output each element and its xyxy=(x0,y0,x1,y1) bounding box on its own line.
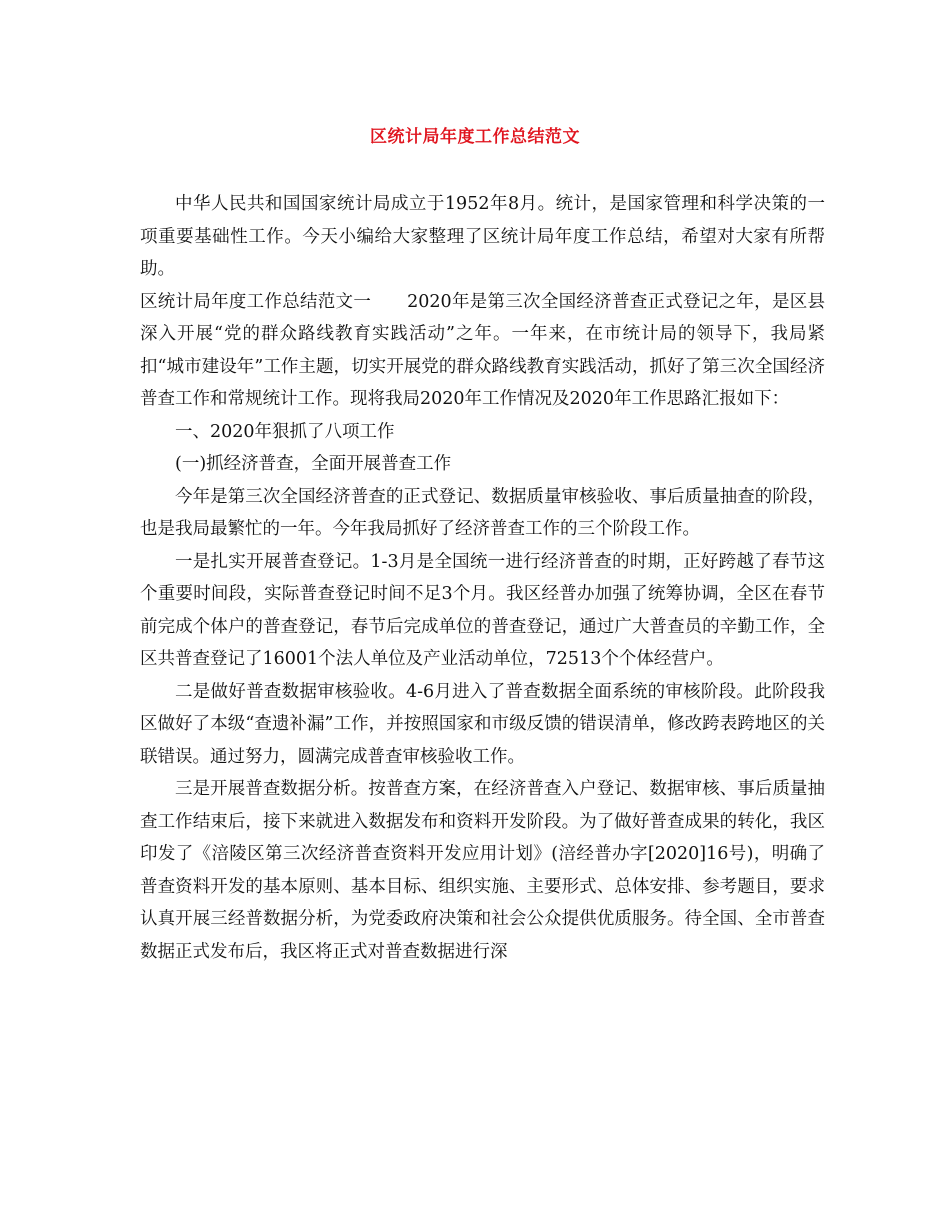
paragraph-3: 二是做好普查数据审核验收。4-6月进入了普查数据全面系统的审核阶段。此阶段我区做好了本级“查遗补漏”工作，并按照国家和市级反馈的错误清单，修改跨表跨地区的关联错误。通过努力，圆满完成普查审核验收工作。 xyxy=(140,681,825,767)
heading-1-1: (一)抓经济普查，全面开展普查工作 xyxy=(175,454,452,474)
section-label: 区统计局年度工作总结范文一 xyxy=(140,291,372,312)
paragraph-4: 三是开展普查数据分析。按普查方案，在经济普查入户登记、数据审核、事后质量抽查工作结束后，接下来就进入数据发布和资料开发阶段。为了做好普查成果的转化，我区印发了《涪陵区第三次经济普查资料开发应用计划》(涪经普办字[2020]16号)，明确了普查资料开发的基本原则、基本目标、组织实施、主要形式、总体安排、参考题目，要求认真开展三经普数据分析，为党委政府决策和社会公众提供优质服务。待全国、全市普查数据正式发布后，我区将正式对普查数据进行深 xyxy=(140,779,825,962)
section-text: 2020年是第三次全国经济普查正式登记之年，是区县深入开展“党的群众路线教育实践活动”之年。一年来，在市统计局的领导下，我局紧扣“城市建设年”工作主题，切实开展党的群众路线教育实践活动，抓好了第三次全国经济普查工作和常规统计工作。现将我局2020年工作情况及2020年工作思路汇报如下： xyxy=(140,291,825,409)
paragraph-1: 今年是第三次全国经济普查的正式登记、数据质量审核验收、事后质量抽查的阶段，也是我局最繁忙的一年。今年我局抓好了经济普查工作的三个阶段工作。 xyxy=(140,486,825,539)
document-body xyxy=(140,188,825,968)
document-title: 区统计局年度工作总结范文 xyxy=(370,127,580,147)
heading-1: 一、2020年狠抓了八项工作 xyxy=(175,421,395,442)
section-paragraph xyxy=(140,286,825,416)
paragraph-2: 一是扎实开展普查登记。1-3月是全国统一进行经济普查的时期，正好跨越了春节这个重要时间段，实际普查登记时间不足3个月。我区经普办加强了统筹协调，全区在春节前完成个体户的普查登记，春节后完成单位的普查登记，通过广大普查员的辛勤工作，全区共普查登记了16001个法人单位及产业活动单位，72513个个体经营户。 xyxy=(140,551,825,669)
intro-paragraph: 中华人民共和国国家统计局成立于1952年8月。统计，是国家管理和科学决策的一项重要基础性工作。今天小编给大家整理了区统计局年度工作总结，希望对大家有所帮助。 xyxy=(140,194,825,279)
